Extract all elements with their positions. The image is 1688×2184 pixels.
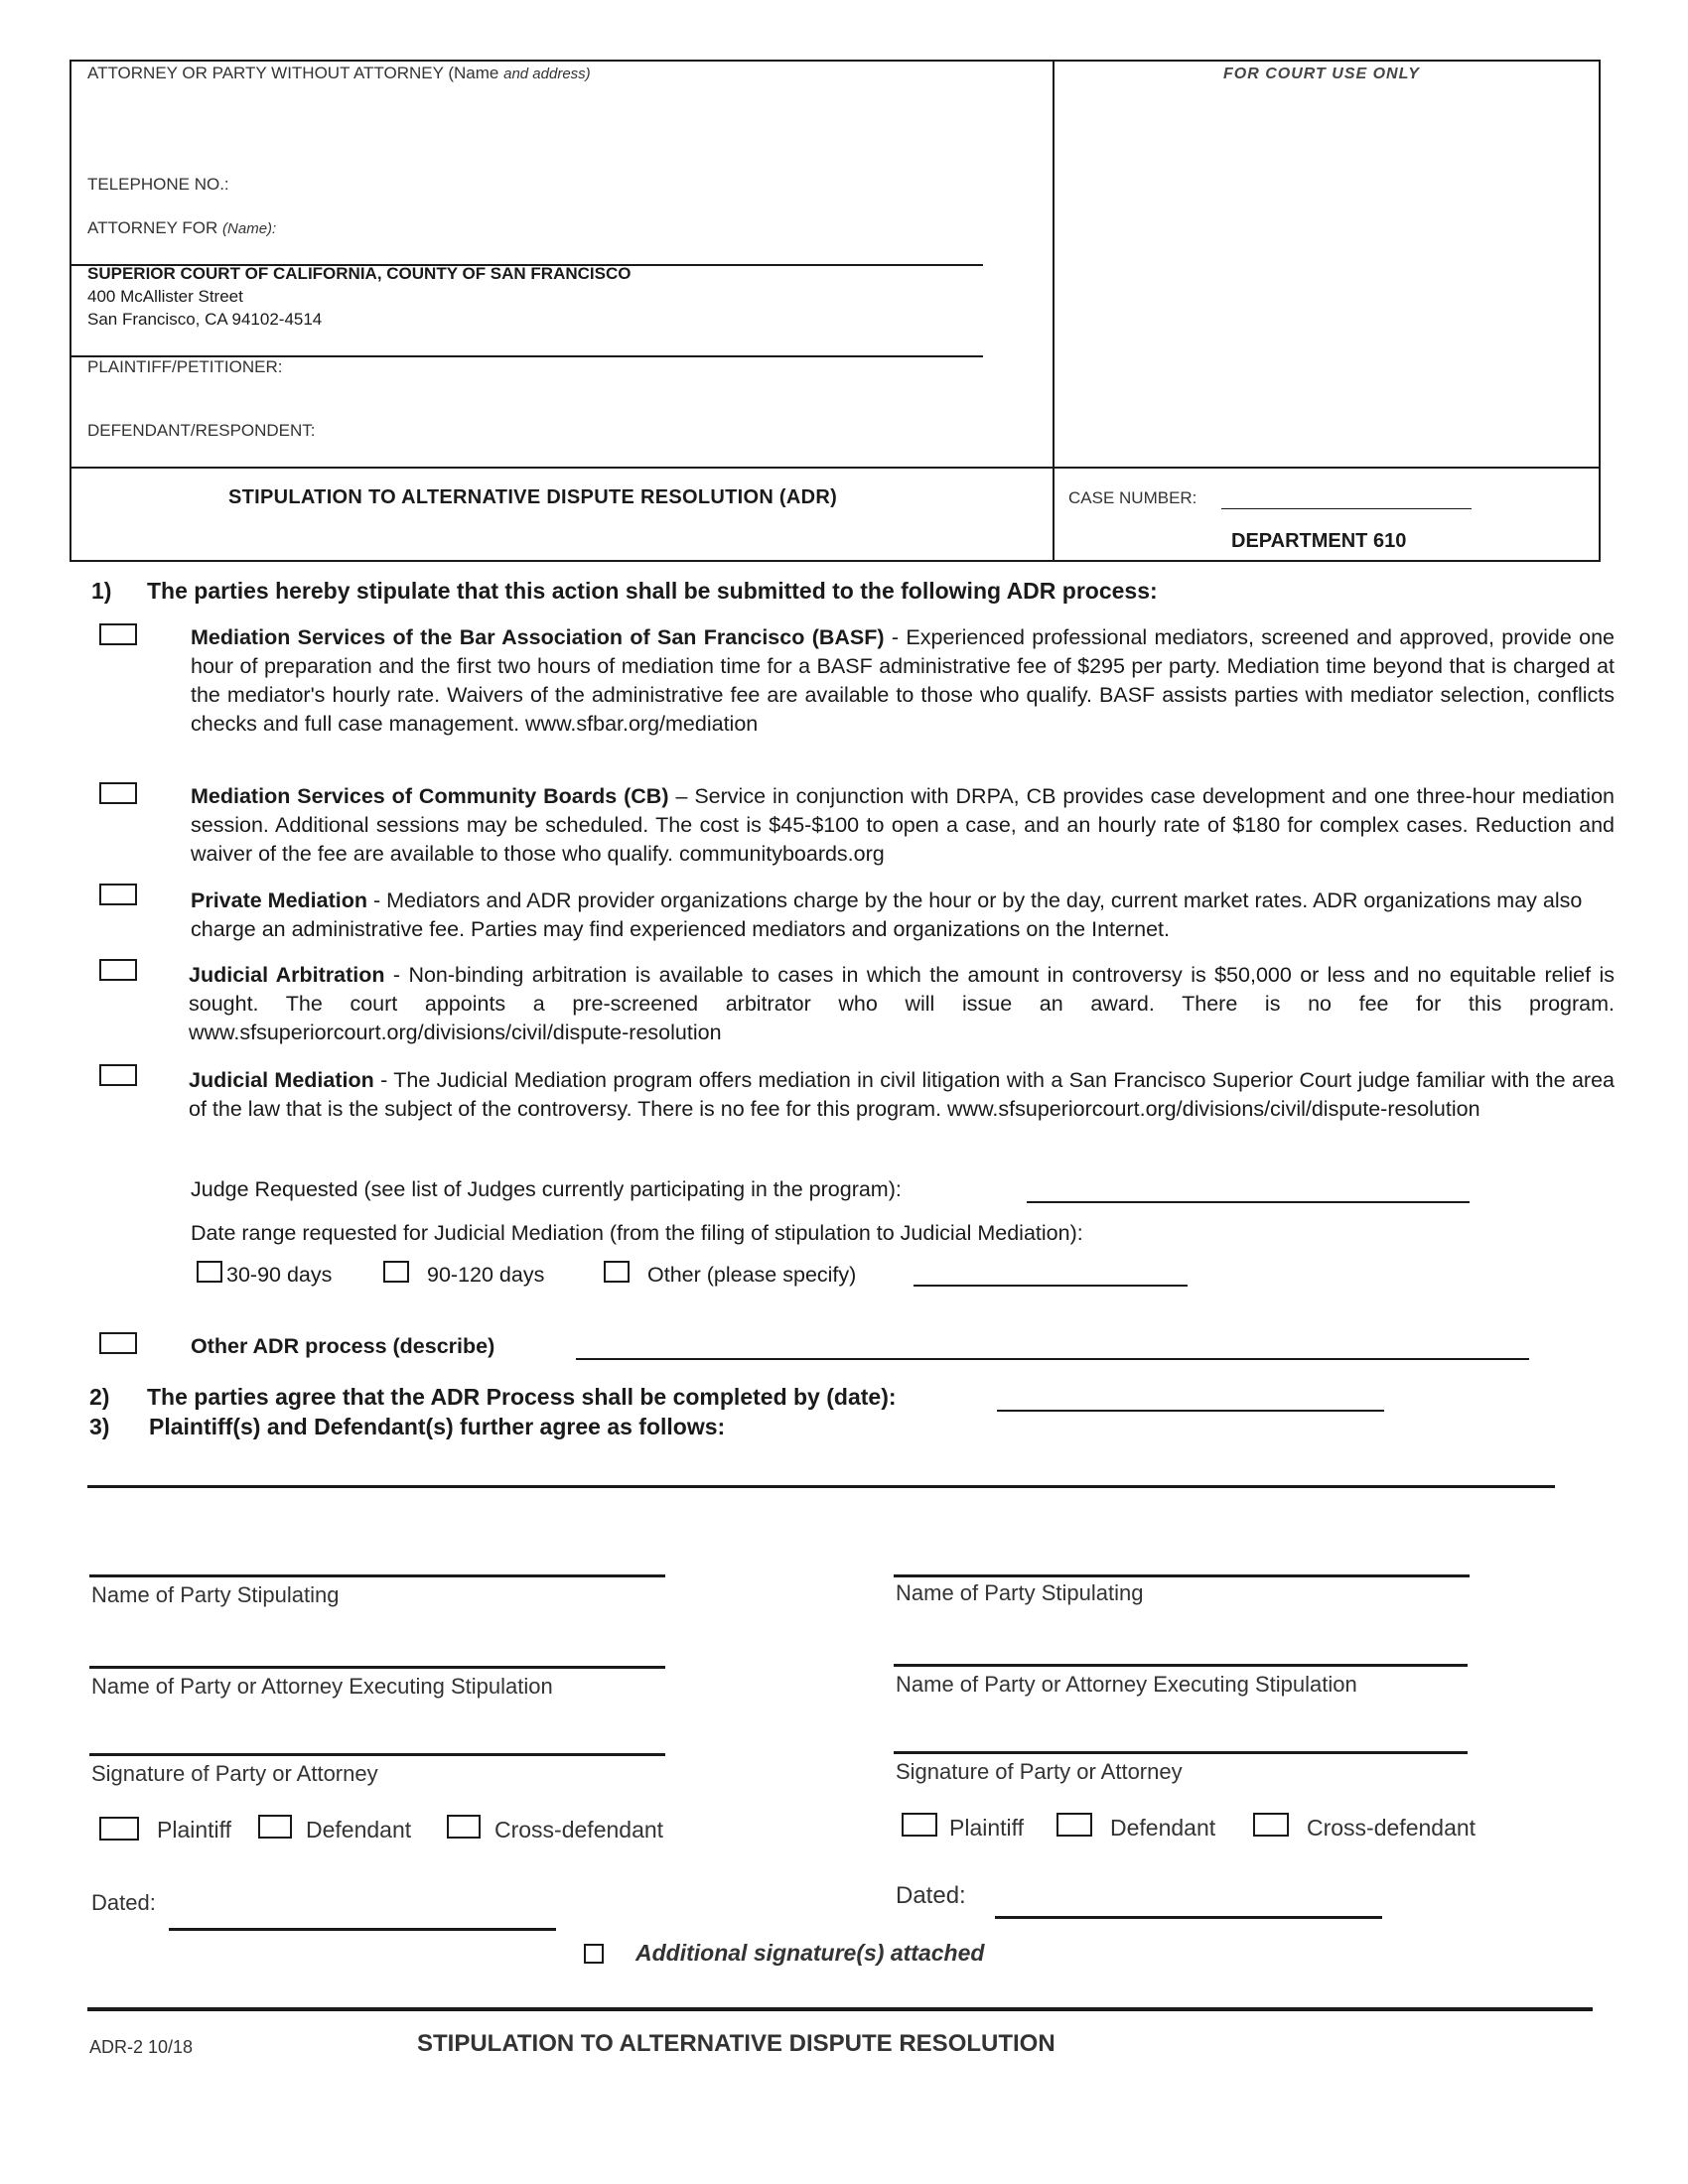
- section-1-heading: The parties hereby stipulate that this action shall be submitted to the following ADR process:: [147, 578, 1158, 604]
- form-title: STIPULATION TO ALTERNATIVE DISPUTE RESOLUTION (ADR): [228, 486, 838, 508]
- plaintiff-label: PLAINTIFF/PETITIONER:: [87, 357, 283, 376]
- right-signature-field[interactable]: [894, 1751, 1468, 1754]
- caption-divider: [1053, 62, 1055, 560]
- left-plaintiff-label: Plaintiff: [157, 1817, 232, 1843]
- right-cross-defendant-checkbox[interactable]: [1253, 1813, 1289, 1837]
- left-dated-field[interactable]: [169, 1928, 556, 1931]
- judicial-mediation-checkbox[interactable]: [99, 1064, 137, 1086]
- judicial-arbitration-option: [189, 961, 1615, 1047]
- private-mediation-title: Private Mediation: [191, 888, 368, 912]
- form-code: ADR-2 10/18: [89, 2037, 194, 2057]
- private-mediation-option: [191, 887, 1615, 944]
- caption-rule: [71, 467, 1599, 469]
- right-defendant-checkbox[interactable]: [1056, 1813, 1092, 1837]
- defendant-label: DEFENDANT/RESPONDENT:: [87, 421, 316, 440]
- left-name-executing-label: Name of Party or Attorney Executing Stipulation: [91, 1674, 553, 1699]
- range-other-label: Other (please specify): [647, 1263, 857, 1287]
- other-adr-field[interactable]: [576, 1358, 1529, 1360]
- left-dated-label: Dated:: [91, 1890, 156, 1915]
- community-boards-description: – Service in conjunction with DRPA, CB provides case development and one three-hour mediation session. Additional sessions may be scheduled. The cost is $45-$100 to open a case, and an hourly rate of $180 for complex cases. Reduction and waiver of the fee are available to those who qualify. communityboards.org: [191, 784, 1615, 866]
- right-name-party-label: Name of Party Stipulating: [896, 1580, 1144, 1605]
- right-plaintiff-label: Plaintiff: [949, 1815, 1025, 1841]
- left-cross-defendant-label: Cross-defendant: [494, 1817, 664, 1843]
- range-30-90-label: 30-90 days: [226, 1263, 333, 1287]
- judge-requested-field[interactable]: [1027, 1201, 1470, 1203]
- for-court-use-label: FOR COURT USE ONLY: [1223, 66, 1420, 82]
- section-2-text: The parties agree that the ADR Process shall be completed by (date):: [147, 1384, 897, 1410]
- community-boards-title: Mediation Services of Community Boards (CB): [191, 784, 669, 808]
- footer-rule: [87, 2007, 1593, 2011]
- judicial-mediation-option: [189, 1066, 1615, 1124]
- other-adr-checkbox[interactable]: [99, 1332, 137, 1354]
- range-other-field[interactable]: [914, 1285, 1188, 1287]
- attorney-label-text: ATTORNEY OR PARTY WITHOUT ATTORNEY (Name: [87, 64, 499, 82]
- attorney-for-italic: (Name):: [222, 220, 277, 237]
- additional-signatures-label: Additional signature(s) attached: [635, 1940, 985, 1966]
- section-2-number: 2): [89, 1384, 110, 1410]
- judicial-mediation-title: Judicial Mediation: [189, 1068, 374, 1092]
- other-adr-label: Other ADR process (describe): [191, 1334, 495, 1358]
- footer-title: STIPULATION TO ALTERNATIVE DISPUTE RESOLUTION: [417, 2030, 1055, 2057]
- court-street: 400 McAllister Street: [87, 287, 243, 306]
- community-boards-option: [191, 782, 1615, 869]
- left-signature-label: Signature of Party or Attorney: [91, 1761, 378, 1786]
- case-number-label: CASE NUMBER:: [1068, 488, 1197, 507]
- section-3-text: Plaintiff(s) and Defendant(s) further agree as follows:: [149, 1414, 726, 1439]
- attorney-for-text: ATTORNEY FOR: [87, 218, 218, 237]
- private-mediation-description: - Mediators and ADR provider organizations charge by the hour or by the day, current market rates. ADR organizations may also charge an administrative fee. Parties may find experienced mediators and organizations on the Internet.: [191, 888, 1583, 941]
- court-name: SUPERIOR COURT OF CALIFORNIA, COUNTY OF SAN FRANCISCO: [87, 264, 632, 283]
- basf-description: - Experienced professional mediators, screened and approved, provide one hour of preparation and the first two hours of mediation time for a BASF administrative fee of $295 per party. Mediation time beyond that is charged at the mediator's hourly rate. Waivers of the administrative fee are available to those who qualify. BASF assists parties with mediator selection, conflicts checks and full case management. www.sfbar.org/mediation: [191, 625, 1616, 736]
- left-name-party-label: Name of Party Stipulating: [91, 1582, 340, 1607]
- left-defendant-label: Defendant: [306, 1817, 412, 1843]
- left-cross-defendant-checkbox[interactable]: [447, 1815, 481, 1839]
- range-90-120-checkbox[interactable]: [383, 1261, 409, 1283]
- attorney-label: [87, 64, 591, 83]
- right-plaintiff-checkbox[interactable]: [902, 1813, 937, 1837]
- department: DEPARTMENT 610: [1231, 530, 1407, 552]
- section-1-number: 1): [91, 578, 112, 604]
- community-boards-checkbox[interactable]: [99, 782, 137, 804]
- case-number-field[interactable]: [1221, 508, 1472, 509]
- right-dated-label: Dated:: [896, 1882, 966, 1909]
- attorney-label-italic: and address): [503, 66, 591, 82]
- right-name-executing-field[interactable]: [894, 1664, 1468, 1667]
- private-mediation-checkbox[interactable]: [99, 884, 137, 905]
- left-defendant-checkbox[interactable]: [258, 1815, 292, 1839]
- additional-signatures-checkbox[interactable]: [584, 1944, 604, 1964]
- right-dated-field[interactable]: [995, 1916, 1382, 1919]
- basf-title: Mediation Services of the Bar Association of San Francisco (BASF): [191, 625, 885, 649]
- left-name-executing-field[interactable]: [89, 1666, 665, 1669]
- right-name-executing-label: Name of Party or Attorney Executing Stipulation: [896, 1672, 1357, 1697]
- basf-checkbox[interactable]: [99, 623, 137, 645]
- telephone-label: TELEPHONE NO.:: [87, 175, 229, 194]
- section-3-number: 3): [89, 1414, 110, 1439]
- judicial-arbitration-checkbox[interactable]: [99, 959, 137, 981]
- attorney-for-label: [87, 218, 276, 238]
- left-name-party-field[interactable]: [89, 1574, 665, 1577]
- date-range-label: Date range requested for Judicial Mediation (from the filing of stipulation to Judicial Mediation):: [191, 1221, 1083, 1245]
- judge-requested-label: Judge Requested (see list of Judges currently participating in the program):: [191, 1177, 902, 1201]
- range-90-120-label: 90-120 days: [427, 1263, 545, 1287]
- judicial-arbitration-title: Judicial Arbitration: [189, 963, 385, 987]
- further-agreement-field[interactable]: [87, 1485, 1555, 1488]
- range-30-90-checkbox[interactable]: [197, 1261, 222, 1283]
- left-plaintiff-checkbox[interactable]: [99, 1817, 139, 1841]
- judicial-arbitration-description: - Non-binding arbitration is available to cases in which the amount in controversy is $50,000 or less and no equitable relief is sought. The court appoints a pre-screened arbitrator who will issue an award. There is no fee for this program. www.sfsuperiorcourt.org/divisions/civil/dispute-resolution: [189, 963, 1615, 1044]
- right-name-party-field[interactable]: [894, 1574, 1470, 1577]
- basf-option: [191, 623, 1615, 739]
- caption-box: [70, 60, 1601, 562]
- court-city: San Francisco, CA 94102-4514: [87, 310, 323, 329]
- right-cross-defendant-label: Cross-defendant: [1307, 1815, 1477, 1841]
- left-signature-field[interactable]: [89, 1753, 665, 1756]
- right-signature-label: Signature of Party or Attorney: [896, 1759, 1183, 1784]
- completion-date-field[interactable]: [997, 1410, 1384, 1412]
- right-defendant-label: Defendant: [1110, 1815, 1216, 1841]
- range-other-checkbox[interactable]: [604, 1261, 630, 1283]
- judicial-mediation-description: - The Judicial Mediation program offers mediation in civil litigation with a San Francisco Superior Court judge familiar with the area of the law that is the subject of the controversy. There is no fee for this program. www.sfsuperiorcourt.org/divisions/civil/dispute-resolution: [189, 1068, 1615, 1121]
